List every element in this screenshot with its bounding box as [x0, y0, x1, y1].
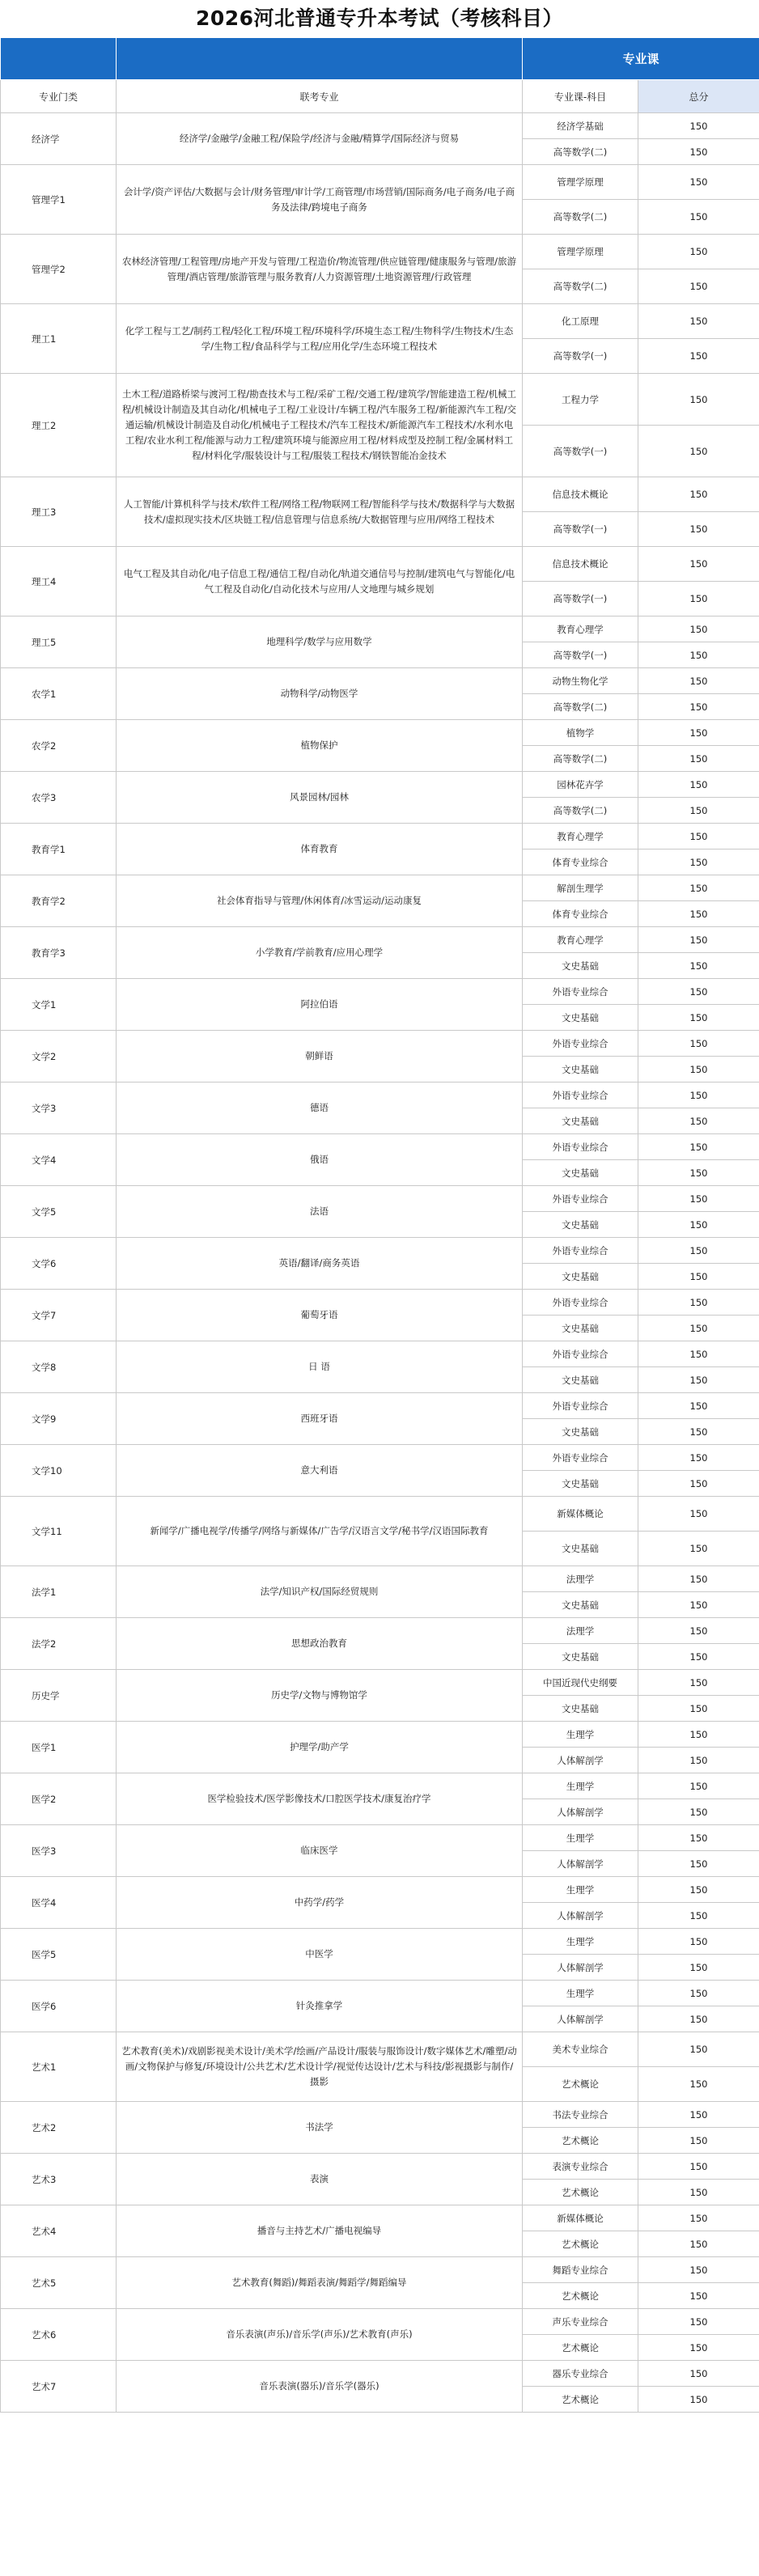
score-cell: 150 — [638, 2257, 759, 2283]
subject-cell: 外语专业综合 — [523, 1393, 638, 1419]
subject-cell: 艺术概论 — [523, 2180, 638, 2205]
subjects-table — [0, 37, 759, 2413]
table-row — [1, 772, 759, 798]
score-cell: 150 — [638, 235, 759, 269]
table-row — [1, 477, 759, 512]
category-cell: 文学9 — [1, 1393, 117, 1445]
col-header-subject: 专业课-科目 — [523, 80, 638, 113]
column-header-row — [1, 80, 759, 113]
score-cell: 150 — [638, 901, 759, 927]
score-cell: 150 — [638, 1566, 759, 1592]
table-row — [1, 165, 759, 200]
majors-cell: 医学检验技术/医学影像技术/口腔医学技术/康复治疗学 — [117, 1773, 523, 1825]
table-row — [1, 979, 759, 1005]
subject-cell: 人体解剖学 — [523, 1903, 638, 1929]
category-cell: 经济学 — [1, 113, 117, 165]
subject-cell: 园林花卉学 — [523, 772, 638, 798]
category-cell: 医学1 — [1, 1722, 117, 1773]
table-row — [1, 1031, 759, 1057]
subject-cell: 动物生物化学 — [523, 668, 638, 694]
table-row — [1, 2361, 759, 2387]
category-cell: 理工3 — [1, 477, 117, 547]
score-cell: 150 — [638, 979, 759, 1005]
category-cell: 艺术4 — [1, 2205, 117, 2257]
subject-cell: 高等数学(一) — [523, 339, 638, 374]
subject-cell: 文史基础 — [523, 1592, 638, 1618]
subject-cell: 生理学 — [523, 1722, 638, 1748]
score-cell: 150 — [638, 927, 759, 953]
score-cell: 150 — [638, 1618, 759, 1644]
subject-cell: 高等数学(二) — [523, 139, 638, 165]
table-row — [1, 1618, 759, 1644]
subject-cell: 表演专业综合 — [523, 2154, 638, 2180]
category-cell: 艺术7 — [1, 2361, 117, 2413]
table-row — [1, 304, 759, 339]
score-cell: 150 — [638, 426, 759, 477]
score-cell: 150 — [638, 1532, 759, 1566]
subject-cell: 美术专业综合 — [523, 2032, 638, 2067]
category-cell: 艺术2 — [1, 2102, 117, 2154]
score-cell: 150 — [638, 2006, 759, 2032]
category-cell: 文学1 — [1, 979, 117, 1031]
majors-cell: 英语/翻译/商务英语 — [117, 1238, 523, 1290]
score-cell: 150 — [638, 1670, 759, 1696]
majors-cell: 会计学/资产评估/大数据与会计/财务管理/审计学/工商管理/市场营销/国际商务/电子商务/电子商务及法律/跨境电子商务 — [117, 165, 523, 235]
category-cell: 理工4 — [1, 547, 117, 616]
score-cell: 150 — [638, 720, 759, 746]
subject-cell: 文史基础 — [523, 1316, 638, 1341]
subject-cell: 生理学 — [523, 1773, 638, 1799]
score-cell: 150 — [638, 339, 759, 374]
category-cell: 教育学2 — [1, 875, 117, 927]
category-cell: 教育学1 — [1, 824, 117, 875]
subject-cell: 艺术概论 — [523, 2335, 638, 2361]
score-cell: 150 — [638, 1290, 759, 1316]
subject-cell: 新媒体概论 — [523, 1497, 638, 1532]
subject-cell: 文史基础 — [523, 1419, 638, 1445]
category-cell: 法学1 — [1, 1566, 117, 1618]
score-cell: 150 — [638, 1367, 759, 1393]
category-cell: 医学2 — [1, 1773, 117, 1825]
score-cell: 150 — [638, 849, 759, 875]
score-cell: 150 — [638, 1748, 759, 1773]
score-cell: 150 — [638, 616, 759, 642]
majors-cell: 音乐表演(器乐)/音乐学(器乐) — [117, 2361, 523, 2413]
table-row — [1, 2154, 759, 2180]
table-row — [1, 2032, 759, 2067]
score-cell: 150 — [638, 694, 759, 720]
majors-cell: 护理学/助产学 — [117, 1722, 523, 1773]
subject-cell: 法理学 — [523, 1618, 638, 1644]
table-row — [1, 2102, 759, 2128]
table-row — [1, 1981, 759, 2006]
table-row — [1, 1877, 759, 1903]
score-cell: 150 — [638, 1981, 759, 2006]
score-cell: 150 — [638, 1031, 759, 1057]
score-cell: 150 — [638, 374, 759, 426]
score-cell: 150 — [638, 1929, 759, 1955]
subject-cell: 外语专业综合 — [523, 1238, 638, 1264]
score-cell: 150 — [638, 1186, 759, 1212]
subject-cell: 解剖生理学 — [523, 875, 638, 901]
majors-cell: 德语 — [117, 1083, 523, 1134]
category-cell: 理工2 — [1, 374, 117, 477]
score-cell: 150 — [638, 139, 759, 165]
majors-cell: 艺术教育(舞蹈)/舞蹈表演/舞蹈学/舞蹈编导 — [117, 2257, 523, 2309]
subject-cell: 外语专业综合 — [523, 1134, 638, 1160]
table-row — [1, 1929, 759, 1955]
score-cell: 150 — [638, 1955, 759, 1981]
table-row — [1, 1773, 759, 1799]
score-cell: 150 — [638, 269, 759, 304]
majors-cell: 日 语 — [117, 1341, 523, 1393]
category-cell: 理工5 — [1, 616, 117, 668]
subject-cell: 艺术概论 — [523, 2231, 638, 2257]
majors-cell: 体育教育 — [117, 824, 523, 875]
subject-cell: 化工原理 — [523, 304, 638, 339]
category-cell: 医学5 — [1, 1929, 117, 1981]
score-cell: 150 — [638, 1238, 759, 1264]
subject-cell: 艺术概论 — [523, 2283, 638, 2309]
majors-cell: 新闻学/广播电视学/传播学/网络与新媒体/广告学/汉语言文学/秘书学/汉语国际教育 — [117, 1497, 523, 1566]
col-header-category: 专业门类 — [1, 80, 117, 113]
category-cell: 文学7 — [1, 1290, 117, 1341]
category-cell: 管理学2 — [1, 235, 117, 304]
subject-cell: 外语专业综合 — [523, 1341, 638, 1367]
majors-cell: 电气工程及其自动化/电子信息工程/通信工程/自动化/轨道交通信号与控制/建筑电气与智能化/电气工程及自动化/自动化技术与应用/人文地理与城乡规划 — [117, 547, 523, 616]
score-cell: 150 — [638, 1264, 759, 1290]
subject-cell: 高等数学(二) — [523, 746, 638, 772]
category-cell: 医学4 — [1, 1877, 117, 1929]
subject-cell: 文史基础 — [523, 1644, 638, 1670]
subject-cell: 高等数学(一) — [523, 426, 638, 477]
score-cell: 150 — [638, 1134, 759, 1160]
majors-cell: 农林经济管理/工程管理/房地产开发与管理/工程造价/物流管理/供应链管理/健康服务与管理/旅游管理/酒店管理/旅游管理与服务教育/人力资源管理/土地资源管理/行政管理 — [117, 235, 523, 304]
score-cell: 150 — [638, 2309, 759, 2335]
category-cell: 文学8 — [1, 1341, 117, 1393]
subject-cell: 外语专业综合 — [523, 1290, 638, 1316]
subject-cell: 教育心理学 — [523, 927, 638, 953]
subject-cell: 外语专业综合 — [523, 1186, 638, 1212]
subject-cell: 植物学 — [523, 720, 638, 746]
score-cell: 150 — [638, 113, 759, 139]
subject-cell: 文史基础 — [523, 1005, 638, 1031]
table-row — [1, 1290, 759, 1316]
score-cell: 150 — [638, 2205, 759, 2231]
table-row — [1, 616, 759, 642]
score-cell: 150 — [638, 200, 759, 235]
score-cell: 150 — [638, 2335, 759, 2361]
table-row — [1, 1341, 759, 1367]
score-cell: 150 — [638, 1212, 759, 1238]
subject-cell: 文史基础 — [523, 1160, 638, 1186]
table-row — [1, 374, 759, 426]
table-row — [1, 1186, 759, 1212]
majors-cell: 播音与主持艺术/广播电视编导 — [117, 2205, 523, 2257]
score-cell: 150 — [638, 2231, 759, 2257]
subject-cell: 体育专业综合 — [523, 849, 638, 875]
table-row — [1, 547, 759, 582]
category-cell: 农学3 — [1, 772, 117, 824]
score-cell: 150 — [638, 668, 759, 694]
score-cell: 150 — [638, 875, 759, 901]
score-cell: 150 — [638, 1644, 759, 1670]
category-cell: 艺术5 — [1, 2257, 117, 2309]
majors-cell: 书法学 — [117, 2102, 523, 2154]
table-row — [1, 1670, 759, 1696]
score-cell: 150 — [638, 1005, 759, 1031]
subject-cell: 艺术概论 — [523, 2067, 638, 2102]
category-cell: 艺术6 — [1, 2309, 117, 2361]
table-row — [1, 875, 759, 901]
subject-cell: 高等数学(二) — [523, 798, 638, 824]
subject-cell: 教育心理学 — [523, 616, 638, 642]
subject-cell: 外语专业综合 — [523, 979, 638, 1005]
category-cell: 文学10 — [1, 1445, 117, 1497]
majors-cell: 风景园林/园林 — [117, 772, 523, 824]
score-cell: 150 — [638, 1696, 759, 1722]
subject-cell: 外语专业综合 — [523, 1031, 638, 1057]
table-row — [1, 2257, 759, 2283]
subject-cell: 生理学 — [523, 1825, 638, 1851]
score-cell: 150 — [638, 304, 759, 339]
category-cell: 教育学3 — [1, 927, 117, 979]
score-cell: 150 — [638, 1592, 759, 1618]
majors-cell: 社会体育指导与管理/休闲体育/冰雪运动/运动康复 — [117, 875, 523, 927]
majors-cell: 思想政治教育 — [117, 1618, 523, 1670]
subject-cell: 器乐专业综合 — [523, 2361, 638, 2387]
subject-cell: 外语专业综合 — [523, 1445, 638, 1471]
subject-cell: 文史基础 — [523, 1212, 638, 1238]
subject-cell: 高等数学(一) — [523, 642, 638, 668]
majors-cell: 经济学/金融学/金融工程/保险学/经济与金融/精算学/国际经济与贸易 — [117, 113, 523, 165]
majors-cell: 中药学/药学 — [117, 1877, 523, 1929]
score-cell: 150 — [638, 582, 759, 616]
majors-cell: 动物科学/动物医学 — [117, 668, 523, 720]
score-cell: 150 — [638, 1445, 759, 1471]
score-cell: 150 — [638, 2180, 759, 2205]
score-cell: 150 — [638, 1877, 759, 1903]
subject-cell: 生理学 — [523, 1929, 638, 1955]
subject-cell: 经济学基础 — [523, 113, 638, 139]
subject-cell: 艺术概论 — [523, 2387, 638, 2413]
subject-cell: 文史基础 — [523, 1108, 638, 1134]
subject-cell: 管理学原理 — [523, 165, 638, 200]
subject-cell: 文史基础 — [523, 953, 638, 979]
table-row — [1, 2309, 759, 2335]
score-cell: 150 — [638, 512, 759, 547]
majors-cell: 西班牙语 — [117, 1393, 523, 1445]
subject-cell: 外语专业综合 — [523, 1083, 638, 1108]
subject-cell: 文史基础 — [523, 1696, 638, 1722]
majors-cell: 小学教育/学前教育/应用心理学 — [117, 927, 523, 979]
subject-cell: 艺术概论 — [523, 2128, 638, 2154]
majors-cell: 植物保护 — [117, 720, 523, 772]
majors-cell: 艺术教育(美术)/戏剧影视美术设计/美术学/绘画/产品设计/服装与服饰设计/数字媒体艺术/雕塑/动画/文物保护与修复/环境设计/公共艺术/艺术设计学/视觉传达设计/艺术与科技/影视摄影与制作/摄影 — [117, 2032, 523, 2102]
score-cell: 150 — [638, 798, 759, 824]
score-cell: 150 — [638, 1773, 759, 1799]
col-header-score: 总分 — [638, 80, 759, 113]
score-cell: 150 — [638, 1393, 759, 1419]
category-cell: 文学2 — [1, 1031, 117, 1083]
score-cell: 150 — [638, 1108, 759, 1134]
category-cell: 艺术3 — [1, 2154, 117, 2205]
score-cell: 150 — [638, 547, 759, 582]
majors-cell: 土木工程/道路桥梁与渡河工程/勘查技术与工程/采矿工程/交通工程/建筑学/智能建造工程/机械工程/机械设计制造及其自动化/机械电子工程/工业设计/车辆工程/汽车服务工程/新能源汽车工程/交通运输/机械设计制造及自动化/机械电子工程技术/汽车工程技术/新能源汽车工程技术/水利水电工程/农业水利工程/能源与动力工程/建筑环境与能源应用工程/材料成型及控制工程/金属材料工程/材料化学/服装设计与工程/服装工程技术/钢铁智能冶金技术 — [117, 374, 523, 477]
score-cell: 150 — [638, 824, 759, 849]
score-cell: 150 — [638, 1825, 759, 1851]
subject-cell: 教育心理学 — [523, 824, 638, 849]
subject-cell: 人体解剖学 — [523, 1748, 638, 1773]
majors-cell: 葡萄牙语 — [117, 1290, 523, 1341]
header-band-blank — [117, 38, 523, 80]
score-cell: 150 — [638, 1419, 759, 1445]
header-band-label: 专业课 — [523, 38, 759, 80]
table-row — [1, 1393, 759, 1419]
table-row — [1, 1566, 759, 1592]
subject-cell: 人体解剖学 — [523, 2006, 638, 2032]
score-cell: 150 — [638, 2067, 759, 2102]
table-row — [1, 1825, 759, 1851]
score-cell: 150 — [638, 165, 759, 200]
majors-cell: 地理科学/数学与应用数学 — [117, 616, 523, 668]
score-cell: 150 — [638, 1316, 759, 1341]
majors-cell: 意大利语 — [117, 1445, 523, 1497]
majors-cell: 法语 — [117, 1186, 523, 1238]
subject-cell: 高等数学(一) — [523, 512, 638, 547]
subject-cell: 书法专业综合 — [523, 2102, 638, 2128]
score-cell: 150 — [638, 953, 759, 979]
majors-cell: 历史学/文物与博物馆学 — [117, 1670, 523, 1722]
subject-cell: 高等数学(二) — [523, 200, 638, 235]
majors-cell: 中医学 — [117, 1929, 523, 1981]
score-cell: 150 — [638, 746, 759, 772]
score-cell: 150 — [638, 2154, 759, 2180]
subject-cell: 工程力学 — [523, 374, 638, 426]
category-cell: 管理学1 — [1, 165, 117, 235]
subject-cell: 舞蹈专业综合 — [523, 2257, 638, 2283]
score-cell: 150 — [638, 1722, 759, 1748]
score-cell: 150 — [638, 1799, 759, 1825]
subject-cell: 生理学 — [523, 1981, 638, 2006]
category-cell: 理工1 — [1, 304, 117, 374]
subject-cell: 人体解剖学 — [523, 1955, 638, 1981]
subject-cell: 信息技术概论 — [523, 547, 638, 582]
score-cell: 150 — [638, 772, 759, 798]
category-cell: 农学1 — [1, 668, 117, 720]
score-cell: 150 — [638, 2387, 759, 2413]
score-cell: 150 — [638, 1341, 759, 1367]
subject-cell: 中国近现代史纲要 — [523, 1670, 638, 1696]
score-cell: 150 — [638, 2032, 759, 2067]
table-row — [1, 824, 759, 849]
subject-cell: 文史基础 — [523, 1264, 638, 1290]
table-row — [1, 668, 759, 694]
page-title: 2026河北普通专升本考试（考核科目） — [195, 6, 564, 30]
majors-cell: 表演 — [117, 2154, 523, 2205]
subject-cell: 管理学原理 — [523, 235, 638, 269]
score-cell: 150 — [638, 2361, 759, 2387]
category-cell: 医学3 — [1, 1825, 117, 1877]
subject-cell: 高等数学(一) — [523, 582, 638, 616]
table-row — [1, 720, 759, 746]
category-cell: 法学2 — [1, 1618, 117, 1670]
majors-cell: 法学/知识产权/国际经贸规则 — [117, 1566, 523, 1618]
table-row — [1, 927, 759, 953]
score-cell: 150 — [638, 1160, 759, 1186]
subject-cell: 高等数学(二) — [523, 269, 638, 304]
majors-cell: 针灸推拿学 — [117, 1981, 523, 2032]
subject-cell: 文史基础 — [523, 1471, 638, 1497]
category-cell: 文学11 — [1, 1497, 117, 1566]
subject-cell: 文史基础 — [523, 1367, 638, 1393]
score-cell: 150 — [638, 1083, 759, 1108]
category-cell: 文学4 — [1, 1134, 117, 1186]
score-cell: 150 — [638, 1903, 759, 1929]
category-cell: 医学6 — [1, 1981, 117, 2032]
subject-cell: 信息技术概论 — [523, 477, 638, 512]
majors-cell: 临床医学 — [117, 1825, 523, 1877]
category-cell: 历史学 — [1, 1670, 117, 1722]
table-row — [1, 235, 759, 269]
subject-cell: 文史基础 — [523, 1057, 638, 1083]
category-cell: 农学2 — [1, 720, 117, 772]
col-header-majors: 联考专业 — [117, 80, 523, 113]
subject-cell: 高等数学(二) — [523, 694, 638, 720]
majors-cell: 朝鲜语 — [117, 1031, 523, 1083]
category-cell: 文学3 — [1, 1083, 117, 1134]
score-cell: 150 — [638, 1057, 759, 1083]
subject-cell: 声乐专业综合 — [523, 2309, 638, 2335]
score-cell: 150 — [638, 2102, 759, 2128]
table-row — [1, 1134, 759, 1160]
category-cell: 艺术1 — [1, 2032, 117, 2102]
score-cell: 150 — [638, 1471, 759, 1497]
score-cell: 150 — [638, 1497, 759, 1532]
table-row — [1, 113, 759, 139]
majors-cell: 化学工程与工艺/制药工程/轻化工程/环境工程/环境科学/环境生态工程/生物科学/生物技术/生态学/生物工程/食品科学与工程/应用化学/生态环境工程技术 — [117, 304, 523, 374]
header-band-blank — [1, 38, 117, 80]
table-row — [1, 1083, 759, 1108]
header-band — [1, 38, 759, 80]
subject-cell: 文史基础 — [523, 1532, 638, 1566]
table-row — [1, 1445, 759, 1471]
table-row — [1, 2205, 759, 2231]
majors-cell: 音乐表演(声乐)/音乐学(声乐)/艺术教育(声乐) — [117, 2309, 523, 2361]
majors-cell: 俄语 — [117, 1134, 523, 1186]
score-cell: 150 — [638, 2283, 759, 2309]
subject-cell: 生理学 — [523, 1877, 638, 1903]
subject-cell: 法理学 — [523, 1566, 638, 1592]
table-row — [1, 1238, 759, 1264]
majors-cell: 人工智能/计算机科学与技术/软件工程/网络工程/物联网工程/智能科学与技术/数据科学与大数据技术/虚拟现实技术/区块链工程/信息管理与信息系统/大数据管理与应用/网络工程技术 — [117, 477, 523, 547]
score-cell: 150 — [638, 1851, 759, 1877]
category-cell: 文学5 — [1, 1186, 117, 1238]
majors-cell: 阿拉伯语 — [117, 979, 523, 1031]
subject-cell: 新媒体概论 — [523, 2205, 638, 2231]
table-row — [1, 1722, 759, 1748]
subject-cell: 体育专业综合 — [523, 901, 638, 927]
category-cell: 文学6 — [1, 1238, 117, 1290]
score-cell: 150 — [638, 2128, 759, 2154]
score-cell: 150 — [638, 642, 759, 668]
subject-cell: 人体解剖学 — [523, 1851, 638, 1877]
score-cell: 150 — [638, 477, 759, 512]
subject-cell: 人体解剖学 — [523, 1799, 638, 1825]
table-row — [1, 1497, 759, 1532]
